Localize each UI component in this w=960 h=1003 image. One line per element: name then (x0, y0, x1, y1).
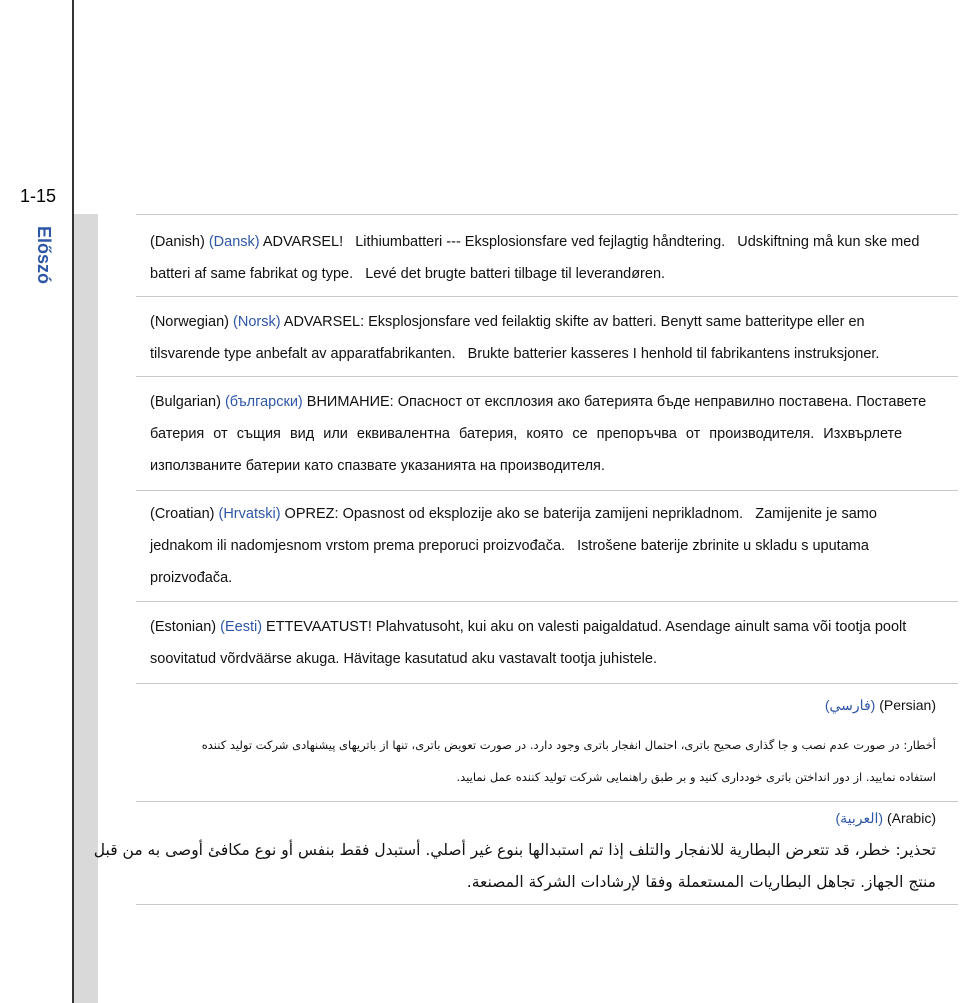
lang-label: (Croatian) (150, 506, 215, 522)
lang-native: (Eesti) (220, 619, 263, 635)
arabic-line-1: تحذير: خطر، قد تتعرض البطارية للانفجار والتلف إذا تم استبدالها بنوع غير أصلي. أستبدل فقط بنفس أو نوع مكافئ أوصى به من قبل (93, 841, 936, 859)
estonian-text-1: ETTEVAATUST! Plahvatusoht, kui aku on valesti paigaldatud. Asendage ainult sama või tootja poolt (262, 619, 907, 635)
separator (136, 683, 958, 684)
side-band (74, 214, 98, 1003)
estonian-line-2: soovitatud võrdväärse akuga. Hävitage kasutatud aku vastavalt tootja juhistele. (150, 651, 657, 667)
norwegian-text-1: ADVARSEL: Eksplosjonsfare ved feilaktig skifte av batteri. Benytt same batteritype eller en (280, 314, 865, 330)
lang-label: (Norwegian) (150, 314, 229, 330)
croatian-line-1 (150, 498, 932, 530)
danish-text-1: ADVARSEL! Lithiumbatteri --- Eksplosionsfare ved fejlagtig håndtering. Udskiftning må kun ske med (259, 234, 920, 250)
estonian-line-1 (150, 611, 932, 643)
lang-native: (Norsk) (233, 314, 281, 330)
paragraph-estonian (150, 611, 932, 675)
separator (136, 214, 958, 215)
separator (136, 490, 958, 491)
persian-line-2: استفاده نمایید. از دور انداختن باتری خودداری کنید و بر طبق راهنمایی شرکت تولید کننده عمل نمایید. (456, 770, 936, 784)
lang-label: (Arabic) (886, 810, 936, 826)
danish-line-2: batteri af same fabrikat og type. Levé det brugte batteri tilbage til leverandøren. (150, 266, 666, 282)
croatian-line-3: proizvođača. (150, 570, 233, 586)
lang-label: (Persian) (879, 697, 936, 713)
paragraph-croatian (150, 498, 932, 594)
separator (136, 376, 958, 377)
croatian-text-1: OPREZ: Opasnost od eksplozije ako se baterija zamijeni neprikladnom. Zamijenite je samo (280, 506, 877, 522)
bulgarian-line-1 (150, 386, 932, 418)
paragraph-danish (150, 226, 932, 290)
lang-native: (български) (224, 394, 303, 410)
lang-native: (فارسي) (824, 697, 876, 713)
lang-native: (Hrvatski) (218, 506, 281, 522)
lang-native: (Dansk) (208, 234, 260, 250)
section-title: Előszó (34, 226, 54, 285)
paragraph-bulgarian (150, 386, 932, 482)
persian-line-1: أخطار: در صورت عدم نصب و جا گذاری صحیح باتری، احتمال انفجار باتری وجود دارد. در صورت تعویض باتری، تنها از باتریهای پیشنهادی شرکت تولید کننده (201, 738, 936, 752)
bulgarian-line-3: използваните батерии като спазвате указанията на производителя. (150, 458, 605, 474)
arabic-line-2: منتج الجهاز. تجاهل البطاريات المستعملة وفقا لإرشادات الشركة المصنعة. (466, 873, 936, 891)
separator (136, 801, 958, 802)
danish-line-1 (150, 226, 932, 258)
bulgarian-line-2: батерия от същия вид или еквивалентна батерия, която се препоръчва от производителя. Изхвърлете (150, 426, 903, 442)
lang-label: (Estonian) (150, 619, 217, 635)
arabic-heading (835, 810, 936, 827)
norwegian-line-2: tilsvarende type anbefalt av apparatfabrikanten. Brukte batterier kasseres I henhold til fabrikantens instruksjoner. (150, 346, 880, 362)
separator (136, 601, 958, 602)
lang-label: (Bulgarian) (150, 394, 221, 410)
norwegian-line-1 (150, 306, 932, 338)
separator (136, 296, 958, 297)
persian-heading (825, 697, 936, 714)
bulgarian-text-1: ВНИМАНИЕ: Опасност от експлозия ако батерията бъде неправилно поставена. Поставете (302, 394, 927, 410)
paragraph-norwegian (150, 306, 932, 370)
croatian-line-2: jednakom ili nadomjesnom vrstom prema preporuci proizvođača. Istrošene baterije zbrinite u skladu s uputama (150, 538, 869, 554)
page-number: 1-15 (20, 186, 57, 206)
separator (136, 904, 958, 905)
lang-label: (Danish) (150, 234, 205, 250)
lang-native: (العربية) (835, 810, 884, 826)
